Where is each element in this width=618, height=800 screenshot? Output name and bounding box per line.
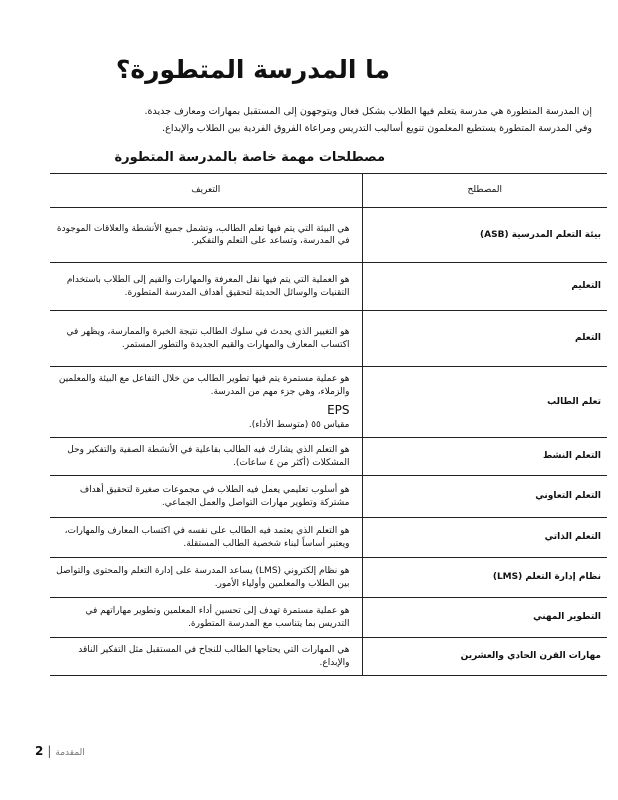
table-row (50, 208, 607, 263)
intro-line: وفي المدرسة المتطورة يستطيع المعلمون تنويع أساليب التدريس ومراعاة الفروق الفردية بين الطلاب والإبداع. (162, 123, 592, 134)
term-cell: التطوير المهني (362, 598, 607, 638)
table-row (50, 558, 607, 598)
page-title: ما المدرسة المتطورة؟ (115, 55, 390, 84)
definition-text: هو التغيير الذي يحدث في سلوك الطالب نتيجة الخبرة والممارسة، ويظهر في اكتساب المعارف والمهارات والقيم الجديدة والتطور المستمر. (66, 327, 350, 350)
term-cell: التعلم التعاوني (362, 476, 607, 518)
page-footer (35, 744, 85, 758)
table-row (50, 438, 607, 476)
term-cell: تعلم الطالب (362, 367, 607, 438)
header-term: المصطلح (362, 174, 607, 208)
definition-cell (50, 438, 362, 476)
definition-cell (50, 476, 362, 518)
term-cell: التعلم النشط (362, 438, 607, 476)
header-definition: التعريف (50, 174, 362, 208)
term-cell: نظام إدارة التعلم (LMS) (362, 558, 607, 598)
table-row (50, 638, 607, 676)
definition-text: هو نظام إلكتروني (LMS) يساعد المدرسة على إدارة التعلم والمحتوى والتواصل بين الطلاب والمعلمين وأولياء الأمور. (56, 566, 350, 589)
table-title: مصطلحات مهمة خاصة بالمدرسة المتطورة (114, 150, 385, 165)
definition-text: هو التعلم الذي يعتمد فيه الطالب على نفسه في اكتساب المعارف والمهارات، ويعتبر أساساً لبناء شخصية الطالب المستقلة. (64, 526, 350, 549)
definition-text: هو التعلم الذي يشارك فيه الطالب بفاعلية في الأنشطة الصفية والتفكير وحل المشكلات (أكثر من ٤ ساعات). (67, 445, 350, 468)
term-cell: التعليم (362, 263, 607, 311)
definition-text: مقياس ٥٥ (متوسط الأداء). (248, 419, 350, 430)
term-cell: بيئة التعلم المدرسية (ASB) (362, 208, 607, 263)
table-row (50, 367, 607, 438)
term-cell: التعلم الذاتي (362, 518, 607, 558)
footer-label: المقدمة (55, 748, 85, 758)
definition-text: هو العملية التي يتم فيها نقل المعرفة والمهارات والقيم إلى الطلاب باستخدام التقنيات والوسائل الحديثة لتحقيق أهداف المدرسة المتطورة. (66, 275, 350, 298)
definition-cell (50, 263, 362, 311)
definition-cell (50, 367, 362, 438)
table-header-row (50, 174, 607, 208)
table-row (50, 476, 607, 518)
term-cell: مهارات القرن الحادي والعشرين (362, 638, 607, 676)
definition-cell (50, 598, 362, 638)
definition-cell (50, 311, 362, 367)
definition-text: هو عملية مستمرة تهدف إلى تحسين أداء المعلمين وتطوير مهاراتهم في التدريس بما يتناسب مع المدرسة المتطورة. (85, 606, 350, 629)
terms-table (50, 173, 607, 676)
intro-line: إن المدرسة المتطورة هي مدرسة يتعلم فيها الطلاب بشكل فعال ويتوجهون إلى المستقبل بمهارات ومعارف جديدة. (144, 106, 592, 117)
table-row (50, 518, 607, 558)
page-number: 2 (35, 744, 44, 758)
table-row (50, 263, 607, 311)
definition-cell (50, 518, 362, 558)
definition-cell (50, 208, 362, 263)
table-row (50, 311, 607, 367)
definition-text: هي المهارات التي يحتاجها الطالب للنجاح في المستقبل مثل التفكير الناقد والإبداع. (78, 645, 350, 668)
definition-text: هي البيئة التي يتم فيها تعلم الطالب، وتشمل جميع الأنشطة والعلاقات الموجودة في المدرسة، وتساعد على التعلم والتفكير. (56, 223, 350, 246)
definition-text: هو عملية مستمرة يتم فيها تطوير الطالب من خلال التفاعل مع البيئة والمعلمين والزملاء، وهي جزء مهم من المدرسة. (58, 374, 350, 397)
footer-separator: | (47, 744, 52, 758)
definition-cell (50, 638, 362, 676)
term-cell: التعلم (362, 311, 607, 367)
intro-paragraph (80, 103, 592, 137)
definition-text: EPS (327, 403, 350, 417)
definition-text: هو أسلوب تعليمي يعمل فيه الطلاب في مجموعات صغيرة لتحقيق أهداف مشتركة وتطوير مهارات التواصل والعمل الجماعي. (79, 485, 350, 508)
table-row (50, 598, 607, 638)
definition-cell (50, 558, 362, 598)
